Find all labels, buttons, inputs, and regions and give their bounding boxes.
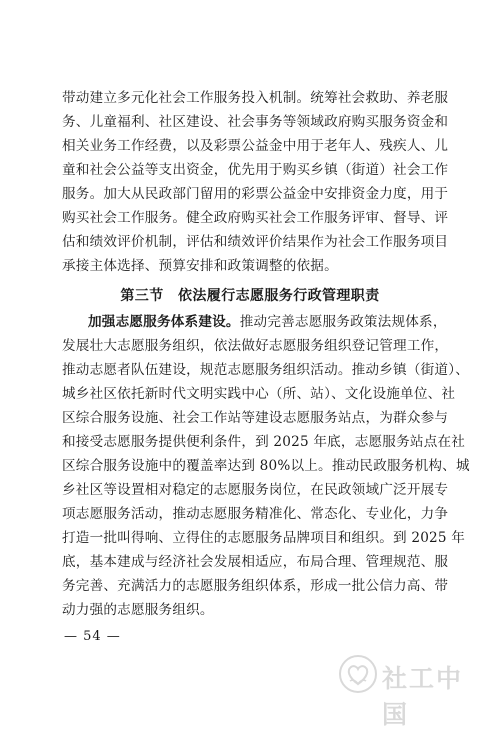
paragraph-1-line-6: 购买社会工作服务。健全政府购买社会工作服务评审、督导、评 [62,210,449,226]
paragraph-2-line-13: 动力强的志愿服务组织。 [62,602,214,618]
paragraph-2-line-12: 务完善、充满活力的志愿服务组织体系，形成一批公信力高、带 [62,578,449,594]
paragraph-1-line-8: 承接主体选择、预算安排和政策调整的依据。 [62,258,338,274]
paragraph-1-line-7: 估和绩效评价机制，评估和绩效评价结果作为社会工作服务项目 [62,234,449,250]
paragraph-2-line-9: 项志愿服务活动，推动志愿服务精准化、常态化、专业化，力争 [62,506,449,522]
paragraph-2-line-6: 和接受志愿服务提供便利条件，到 2025 年底，志愿服务站点在社 [62,434,466,450]
watermark [338,650,488,729]
paragraph-2-line-1 [88,312,447,332]
paragraph-2-line-5: 区综合服务设施、社会工作站等建设志愿服务站点，为群众参与 [62,410,449,426]
paragraph-2-line-8: 乡社区等设置相对稳定的志愿服务岗位，在民政领域广泛开展专 [62,482,449,498]
paragraph-2-line-7: 区综合服务设施中的覆盖率达到 80%以上。推动民政服务机构、城 [62,458,470,474]
paragraph-2-line-3: 推动志愿者队伍建设，规范志愿服务组织活动。推动乡镇（街道）、 [62,362,470,378]
paragraph-2-first-line-rest: 推动完善志愿服务政策法规体系， [239,314,447,330]
page-number: — 54 — [64,629,121,644]
section-heading: 第三节 依法履行志愿服务行政管理职责 [120,288,380,304]
paragraph-1-line-2: 务、儿童福利、社区建设、社会事务等领域政府购买服务资金和 [62,114,449,130]
heart-hands-logo-icon [338,651,378,697]
paragraph-2-line-11: 底，基本建成与经济社会发展相适应，布局合理、管理规范、服 [62,554,449,570]
paragraph-2-line-4: 城乡社区依托新时代文明实践中心（所、站）、文化设施单位、社 [62,386,456,402]
paragraph-2-line-10: 打造一批叫得响、立得住的志愿服务品牌项目和组织。到 2025 年 [62,530,466,546]
paragraph-1-line-5: 服务。加大从民政部门留用的彩票公益金中安排资金力度，用于 [62,186,449,202]
paragraph-1-line-3: 相关业务工作经费，以及彩票公益金中用于老年人、残疾人、儿 [62,138,449,154]
paragraph-1-line-4: 童和社会公益等支出资金，优先用于购买乡镇（街道）社会工作 [62,162,449,178]
paragraph-2-lead-bold: 加强志愿服务体系建设。 [88,314,240,330]
paragraph-2-line-2: 发展壮大志愿服务组织，依法做好志愿服务组织登记管理工作， [62,338,449,354]
paragraph-1-line-1: 带动建立多元化社会工作服务投入机制。统筹社会救助、养老服 [62,90,449,106]
watermark-text: 社工中国 [382,664,464,729]
